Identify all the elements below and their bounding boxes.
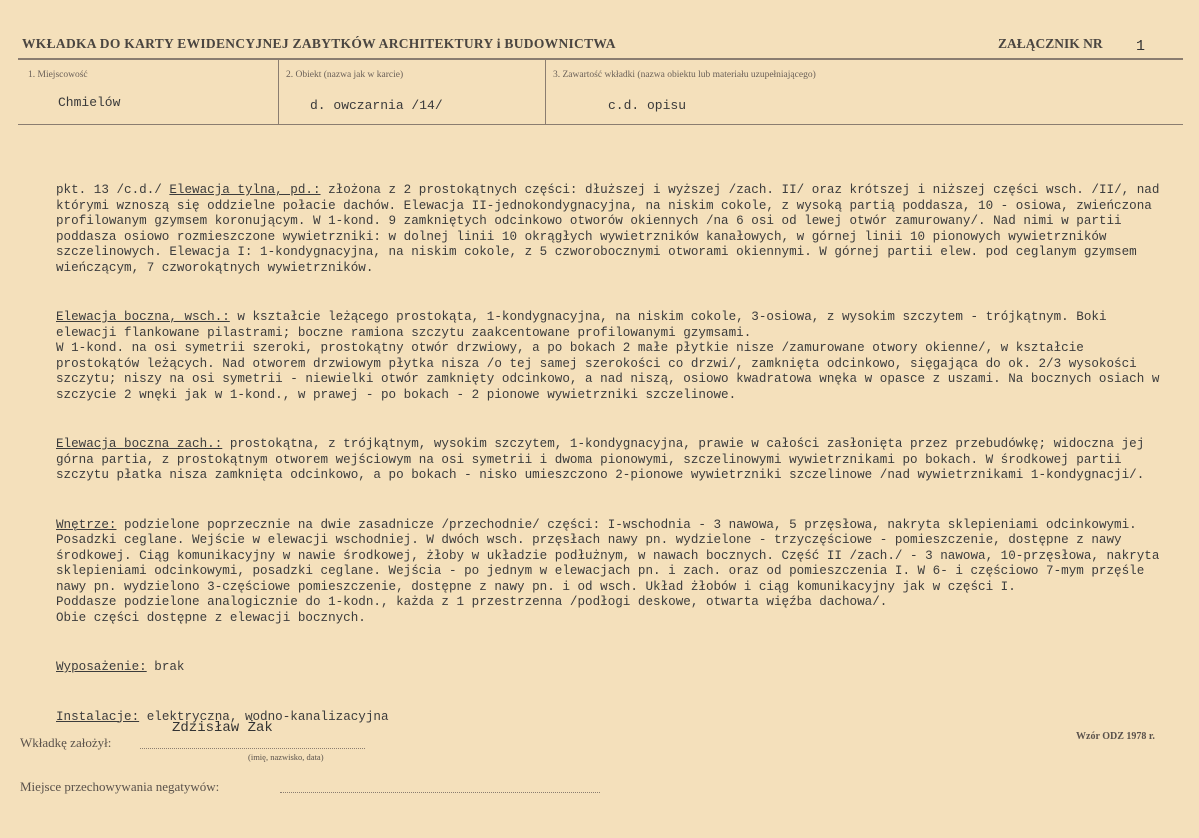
field-divider-2 [545, 60, 546, 124]
heading-rear-elevation: Elewacja tylna, pd.: [169, 183, 321, 197]
locality-label: 1. Miejscowość [28, 70, 88, 80]
author-value: Zdzisław Żak [172, 720, 273, 736]
negatives-line [280, 792, 600, 793]
text-installations: elektryczna, wodno-kanalizacyjna [139, 709, 389, 724]
paragraph-prefix: pkt. 13 /c.d./ [56, 183, 170, 197]
paragraph-interior [56, 518, 1166, 627]
author-label: Wkładkę założył: [20, 735, 112, 750]
annex-number: 1 [1136, 38, 1146, 55]
author-hint: (imię, nazwisko, data) [248, 752, 324, 762]
top-rule [18, 58, 1183, 60]
paragraph-equipment [56, 660, 1166, 676]
heading-installations: Instalacje: [56, 709, 140, 724]
negatives-label: Miejsce przechowywania negatywów: [20, 779, 220, 794]
paragraph-rear-elevation [56, 183, 1166, 276]
content-label: 3. Zawartość wkładki (nazwa obiektu lub materiału uzupełniającego) [553, 70, 816, 80]
text-east-elevation: w kształcie leżącego prostokąta, 1-kondygnacyjna, na niskim cokole, 3-osiowa, z wysokim szczytem - trójkątnym. Boki elewacji flankowane pilastrami; boczne ramiona szczytu zaakcentowane profilowanymi gzymsami. W 1-kond. na osi symetrii szeroki, prostokątny otwór drzwiowy, a po bokach 2 małe płytkie nisze /zamurowane otwory okienne/, w kształcie prostokątów leżących. Nad otworem drzwiowym płytka nisza /o tej samej szerokości co drzwi/, zamknięta odcinkowo, sięgająca do ok. 2/3 wysokości szczytu; niszy na osi symetrii - niewielki otwór zamknięty odcinkowo, a nad niszą, osiowo kwadratowa wnęka w opasce z uszami. Na bocznych osiach w szczycie 2 wnęki jak w 1-kond., w prawej - po bokach - 2 pionowe wywietrzniki szczelinowe. [56, 310, 1160, 402]
object-label: 2. Obiekt (nazwa jak w karcie) [286, 70, 404, 80]
text-equipment: brak [146, 660, 185, 674]
paragraph-west-elevation [56, 437, 1166, 484]
text-rear-elevation: złożona z 2 prostokątnych części: dłuższej i wyższej /zach. II/ oraz krótszej i niższej części wsch. /II/, nad którymi wznoszą się oddzielne połacie dachów. Elewacja II-jednokondygnacyjna, na niskim cokole, z wysoką partią poddasza, 10 - osiowa, zwieńczona profilowanym gzymsem koronującym. W 1-kond. 9 zamkniętych odcinkowo otworów okiennych /na 6 osi od lewej otwór zamurowany/. Nad nimi w partii poddasza osiowo rozmieszczone wywietrzniki: w dolnej linii 10 okrągłych wywietrzników kanałowych, w górnej linii 10 pionowych wywietrzników szczelinowych. Elewacja I: 1-kondygnacyjna, na niskim cokole, z 5 czworobocznymi otworami okiennymi. W górnej partii elew. pod ceglanym gzymsem wieńczącym, 7 czworokątnych wywietrzników. [56, 183, 1167, 275]
locality-value: Chmielów [58, 95, 121, 110]
content-value: c.d. opisu [608, 98, 687, 113]
fields-bottom-rule [18, 124, 1183, 125]
form-title: WKŁADKA DO KARTY EWIDENCYJNEJ ZABYTKÓW ARCHITEKTURY i BUDOWNICTWA [22, 36, 616, 51]
object-value: d. owczarnia /14/ [310, 98, 443, 113]
text-west-elevation: prostokątna, z trójkątnym, wysokim szczytem, 1-kondygnacyjna, prawie w całości zasłonięta przez przebudówkę; widoczna jej górna partia, z prostokątnym otworem wejściowym na osi symetrii i dwoma pionowymi, szczelinowymi wywietrznikami po bokach. W środkowej partii szczytu płatka nisza zamknięta odcinkowo, a po bokach - nisko umieszczono 2-pionowe wywietrzniki szczelinowe /nad wywietrznikami 1-kondygnacji/. [56, 437, 1152, 482]
heading-west-elevation: Elewacja boczna zach.: [56, 437, 223, 451]
heading-interior: Wnętrze: [56, 517, 117, 532]
paragraph-east-elevation [56, 310, 1166, 403]
author-line [140, 748, 365, 749]
annex-label: ZAŁĄCZNIK NR [998, 36, 1103, 51]
heading-equipment: Wyposażenie: [56, 660, 147, 674]
heading-east-elevation: Elewacja boczna, wsch.: [56, 310, 230, 324]
text-interior: podzielone poprzecznie na dwie zasadnicze /przechodnie/ części: I-wschodnia - 3 nawowa, 5 przęsłowa, nakryta sklepieniami odcinkowymi. Posadzki ceglane. Wejście w elewacji wschodniej. W dwóch wsch. przęsłach nawy pn. wydzielone - trzyczęściowe - pomieszczenie, dostępne z nawy środkowej. Ciąg komunikacyjny w nawie środkowej, żłoby w układzie podłużnym, w nawach bocznych. Część II /zach./ - 3 nawowa, 10-przęsłowa, nakryta sklepieniami odcinkowymi, posadzki ceglane. Wejścia - po jednym w elewacjach pn. i zach. oraz od pomieszczenia I. W 6- i częściowo 7-mym przęśle nawy pn. wydzielono 3-częściowe pomieszczenie, dostępne z nawy pn. i od wsch. Układ żłobów i ciąg komunikacyjny jak w części I. Poddasze podzielone analogicznie do 1-kodn., każda z 1 przestrzenna /podłogi deskowe, otwarta więźba dachowa/. Obie części dostępne z elewacji bocznych. [56, 517, 1160, 625]
description-body [56, 152, 1166, 759]
form-code: Wzór ODZ 1978 r. [1076, 731, 1155, 742]
field-divider-1 [278, 60, 279, 124]
